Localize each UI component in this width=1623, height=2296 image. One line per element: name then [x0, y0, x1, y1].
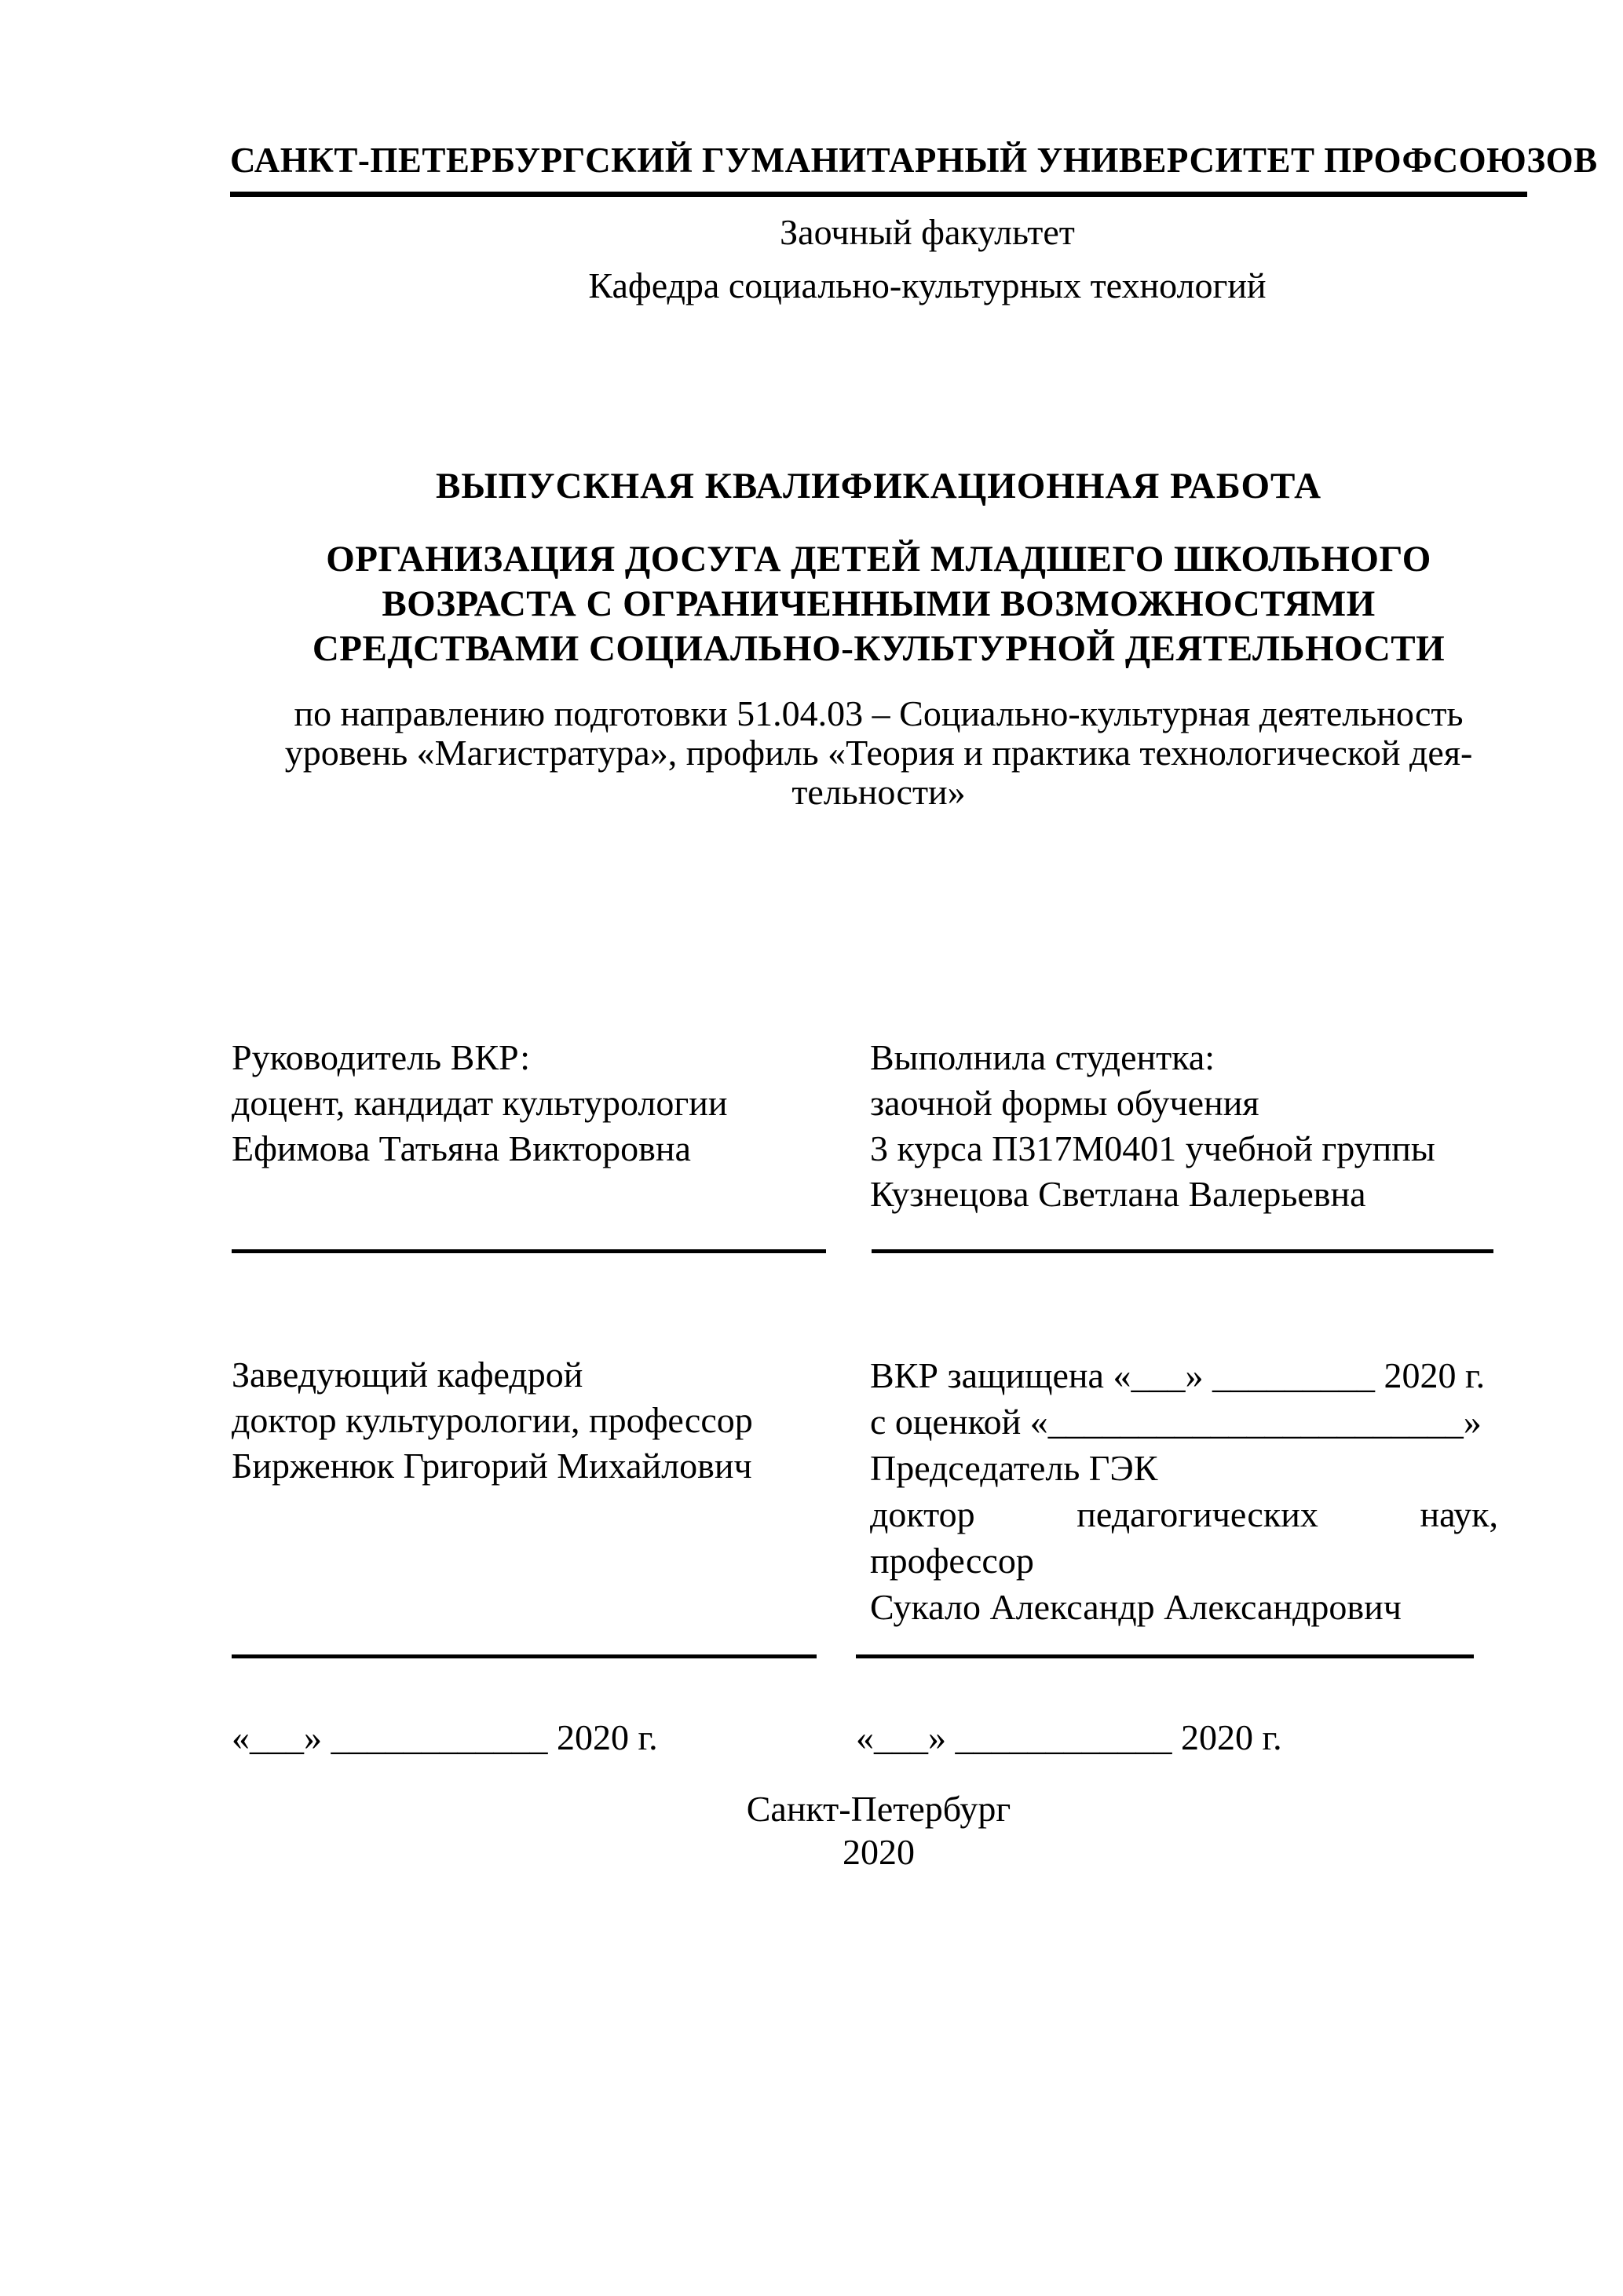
program-line-1: по направлению подготовки 51.04.03 – Социально-культурная деятельность	[294, 693, 1464, 733]
work-type-heading: ВЫПУСКНАЯ КВАЛИФИКАЦИОННАЯ РАБОТА	[435, 466, 1322, 506]
program-description	[230, 694, 1527, 812]
department-head-degree: доктор культурологии, профессор	[232, 1400, 753, 1440]
date-blank-right: «___» ____________ 2020 г.	[856, 1717, 1282, 1757]
supervisor-block	[232, 1035, 844, 1172]
department-head-block	[232, 1352, 844, 1489]
student-block	[870, 1035, 1498, 1217]
department-head-role: Заведующий кафедрой	[232, 1355, 583, 1395]
university-name: САНКТ-ПЕТЕРБУРГСКИЙ ГУМАНИТАРНЫЙ УНИВЕРСИТЕТ ПРОФСОЮЗОВ	[230, 140, 1527, 197]
student-signature-line	[872, 1249, 1493, 1253]
gec-chair-degree	[870, 1491, 1498, 1537]
defense-block	[870, 1352, 1498, 1630]
defense-date-line: ВКР защищена «___» _________ 2020 г.	[870, 1355, 1486, 1395]
city-label: Санкт-Петербург	[746, 1789, 1011, 1829]
gec-chair-heading: Председатель ГЭК	[870, 1448, 1158, 1488]
gec-chair-title: профессор	[870, 1541, 1034, 1581]
date-blank-left: «___» ____________ 2020 г.	[232, 1717, 658, 1757]
department-name: Кафедра социально-культурных технологий	[588, 265, 1267, 305]
supervisor-signature-line	[232, 1249, 826, 1253]
department-head-name: Бирженюк Григорий Михайлович	[232, 1446, 752, 1486]
student-name: Кузнецова Светлана Валерьевна	[870, 1174, 1366, 1214]
department-head-signature-line	[232, 1654, 817, 1658]
program-line-3: тельности»	[791, 772, 966, 812]
thesis-title-line-1: ОРГАНИЗАЦИЯ ДОСУГА ДЕТЕЙ МЛАДШЕГО ШКОЛЬНОГО	[326, 539, 1431, 579]
gec-chair-signature-line	[856, 1654, 1474, 1658]
supervisor-role: Руководитель ВКР:	[232, 1037, 531, 1077]
thesis-title-line-3: СРЕДСТВАМИ СОЦИАЛЬНО-КУЛЬТУРНОЙ ДЕЯТЕЛЬНОСТИ	[312, 628, 1446, 669]
program-line-2: уровень «Магистратура», профиль «Теория и практика технологической дея-	[284, 733, 1473, 773]
thesis-title-line-2: ВОЗРАСТА С ОГРАНИЧЕННЫМИ ВОЗМОЖНОСТЯМИ	[382, 583, 1376, 624]
thesis-title	[230, 537, 1527, 671]
gec-chair-name: Сукало Александр Александрович	[870, 1587, 1402, 1627]
gec-chair-degree-word-3: наук,	[1420, 1494, 1498, 1534]
year-label: 2020	[843, 1832, 915, 1872]
supervisor-name: Ефимова Татьяна Викторовна	[232, 1128, 691, 1168]
gec-chair-degree-word-2: педагогических	[1077, 1494, 1318, 1534]
student-group: 3 курса П317М0401 учебной группы	[870, 1128, 1435, 1168]
student-heading: Выполнила студентка:	[870, 1037, 1215, 1077]
gec-chair-degree-word-1: доктор	[870, 1494, 975, 1534]
student-form: заочной формы обучения	[870, 1083, 1259, 1123]
supervisor-degree: доцент, кандидат культурологии	[232, 1083, 728, 1123]
faculty-department-block	[230, 206, 1527, 313]
faculty-name: Заочный факультет	[780, 212, 1075, 252]
defense-grade-line: с оценкой «_______________________»	[870, 1402, 1482, 1442]
